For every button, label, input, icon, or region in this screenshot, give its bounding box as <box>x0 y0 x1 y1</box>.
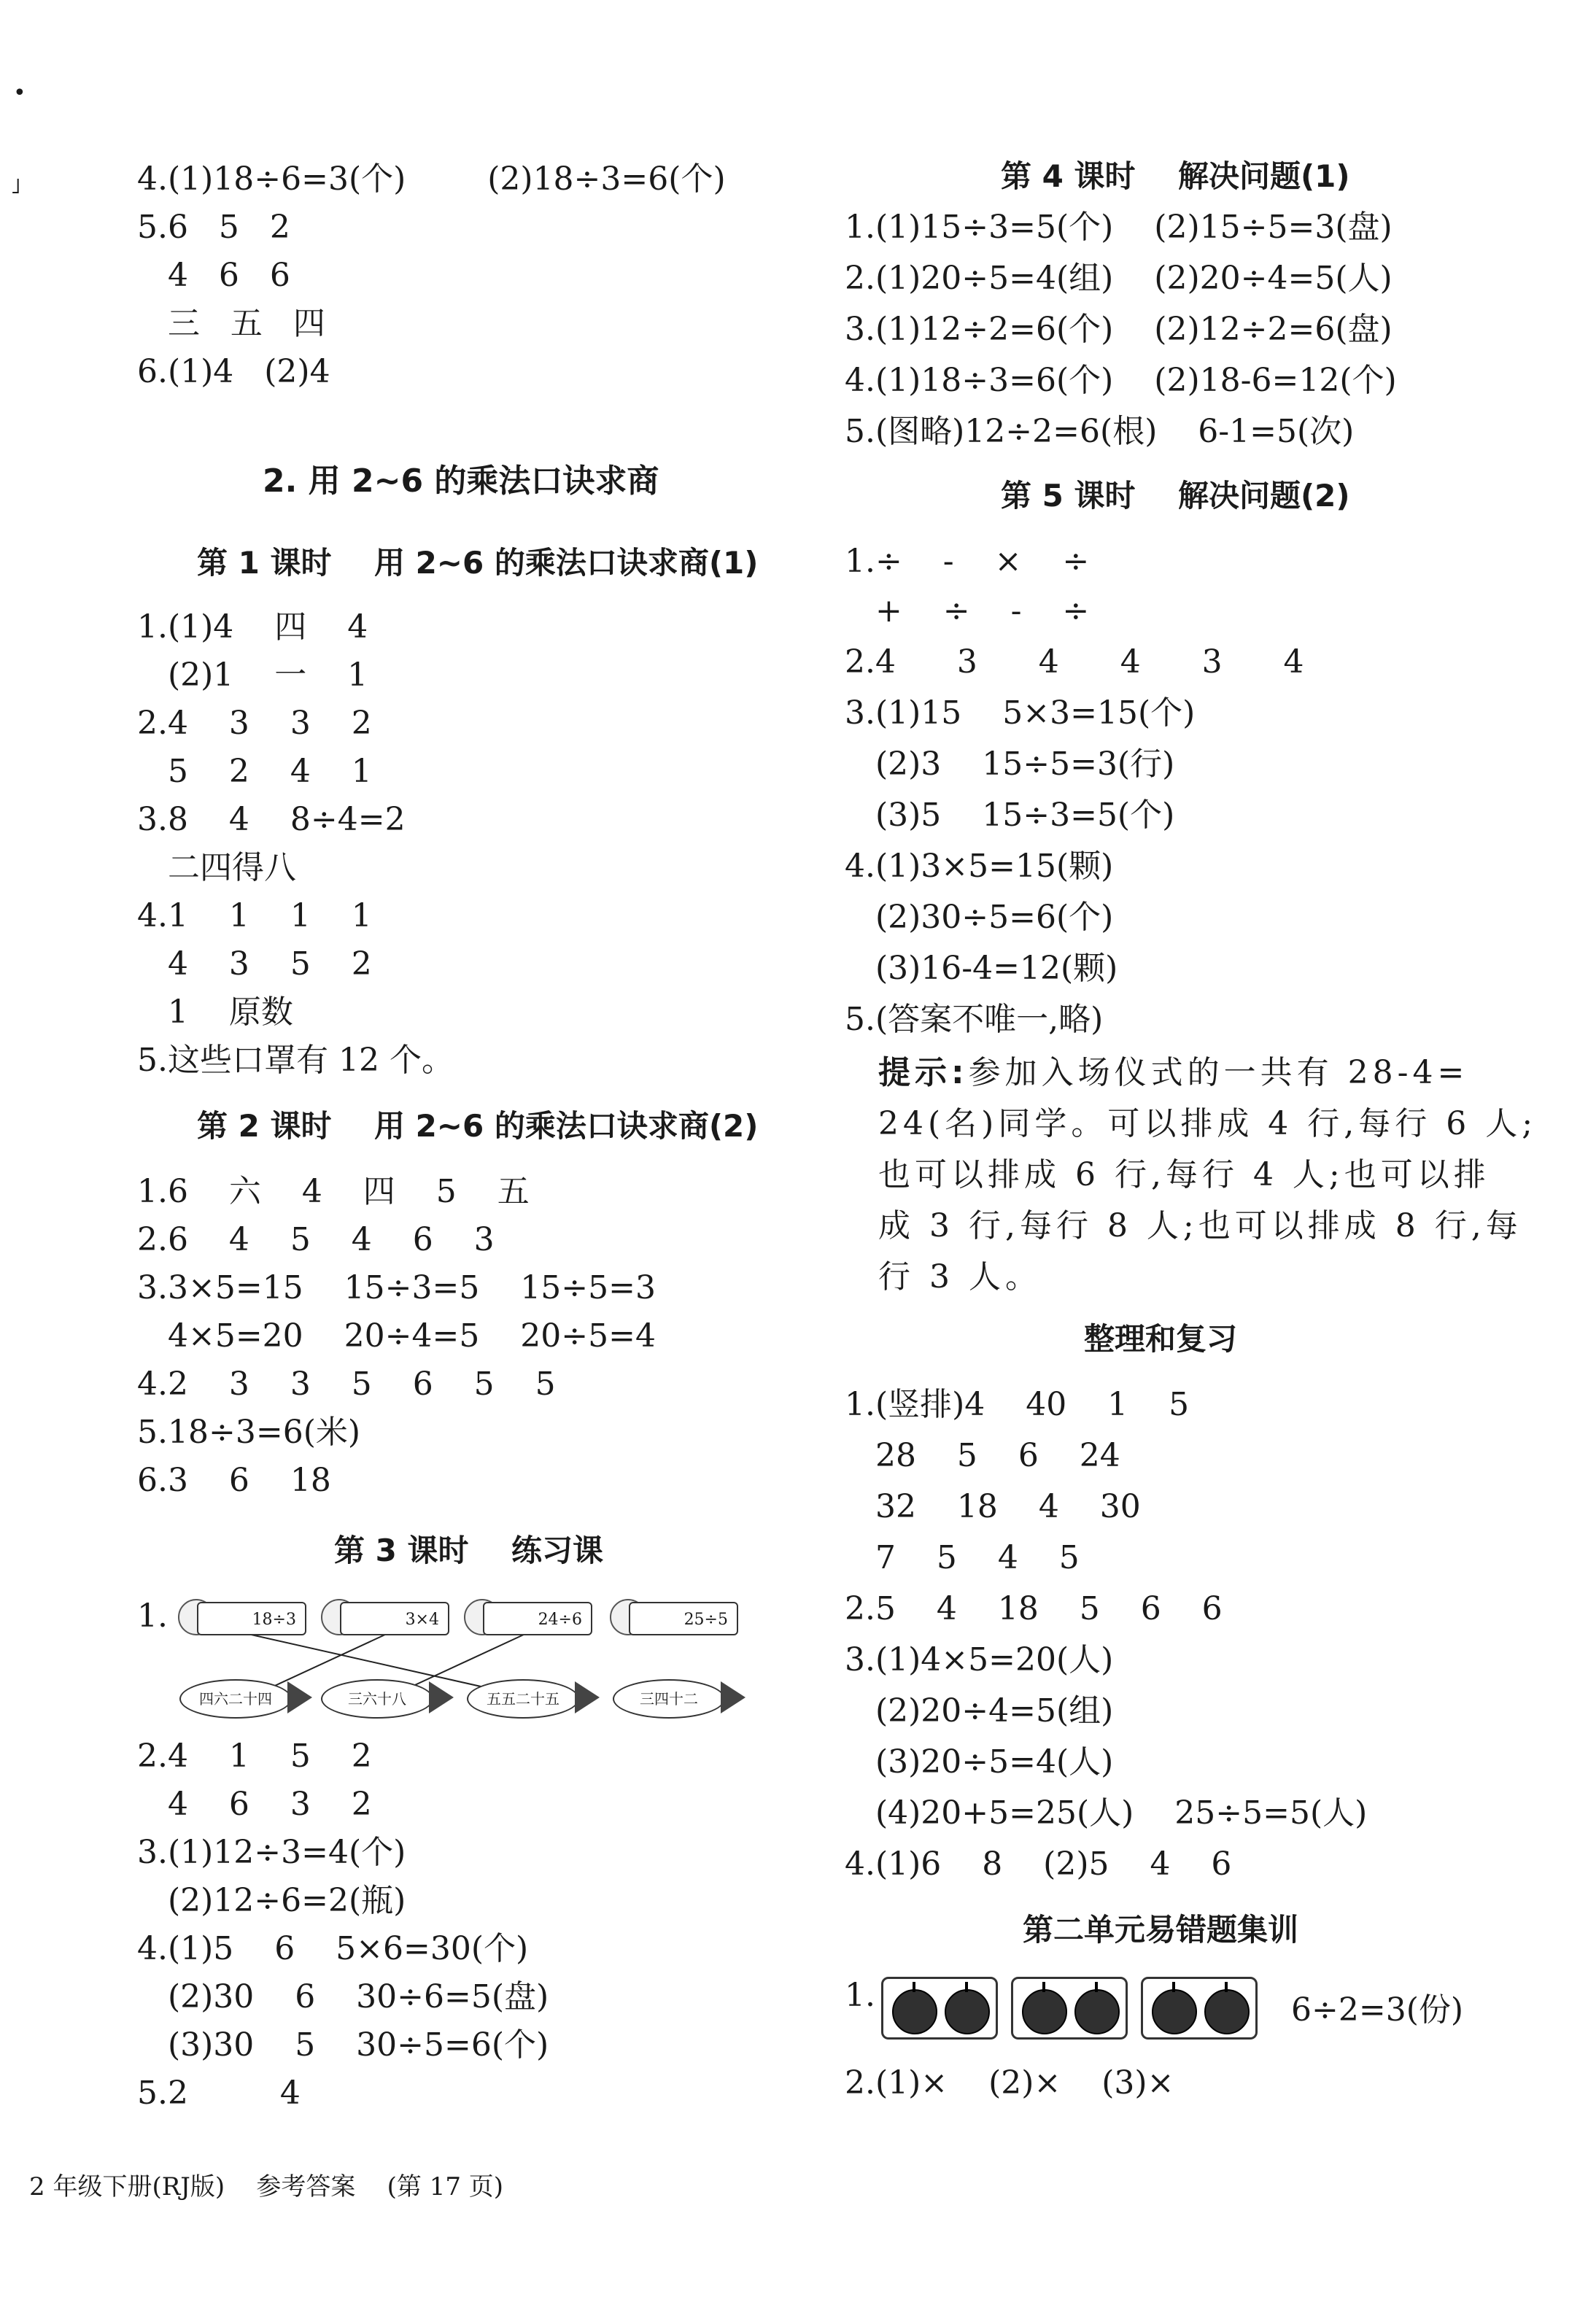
answer-line: (2)30÷5=6(个) <box>845 899 1114 936</box>
apple-stem-icon <box>1172 1982 1175 1992</box>
answer-line: 5.2 4 <box>137 2075 301 2112</box>
apple-icon <box>945 1989 990 2034</box>
answer-line: 3.(1)15 5×3=15(个) <box>845 694 1196 732</box>
apple-group <box>881 1977 998 2040</box>
section-title: 2. 用 2~6 的乘法口诀求商 <box>263 462 659 500</box>
lesson-title: 第 2 课时 用 2~6 的乘法口诀求商(2) <box>197 1108 759 1144</box>
answer-line: (2)12÷6=2(瓶) <box>137 1882 406 1919</box>
hint-text: 也可以排成 6 行,每行 4 人;也可以排 <box>878 1156 1490 1193</box>
answer-line: (4)20+5=25(人) 25÷5=5(人) <box>845 1794 1368 1832</box>
answer-line: 1.6 六 4 四 5 五 <box>137 1173 530 1210</box>
answer-line: 5 2 4 1 <box>137 753 372 790</box>
lesson-title: 第 5 课时 解决问题(2) <box>1001 478 1350 514</box>
apple-icon <box>1152 1989 1197 2034</box>
answer-line: 3.8 4 8÷4=2 <box>137 801 406 838</box>
apple-stem-icon <box>1225 1982 1228 1992</box>
answer-line: 2.(1)× (2)× (3)× <box>845 2064 1174 2102</box>
fish-tail-icon <box>575 1681 600 1713</box>
answer-line: 1.(1)4 四 4 <box>137 608 368 646</box>
apple-icon <box>1022 1989 1067 2034</box>
page-footer: 2 年级下册(RJ版) 参考答案 (第 17 页) <box>29 2172 504 2201</box>
answer-line: 2.4 3 3 2 <box>137 705 372 742</box>
answer-line: 4.(1)18÷3=6(个) (2)18-6=12(个) <box>845 362 1397 399</box>
fish-tail-icon <box>287 1681 312 1713</box>
apple-icon <box>1204 1989 1250 2034</box>
answer-line: 三 五 四 <box>137 305 325 342</box>
fish-tail-icon <box>429 1681 454 1713</box>
apple-stem-icon <box>913 1982 915 1992</box>
answer-line: (3)30 5 30÷5=6(个) <box>137 2026 549 2064</box>
answer-line: 5.(答案不唯一,略) <box>845 1001 1104 1038</box>
answer-line: 7 5 4 5 <box>845 1539 1080 1576</box>
answer-line: 2.5 4 18 5 6 6 <box>845 1590 1223 1627</box>
answer-line: (2)1 一 1 <box>137 656 368 694</box>
answer-line: 5.18÷3=6(米) <box>137 1414 361 1451</box>
hint-text: 成 3 行,每行 8 人;也可以排成 8 行,每 <box>878 1207 1522 1244</box>
answer-line: (3)5 15÷3=5(个) <box>845 797 1175 834</box>
question-label: 1. <box>137 1597 168 1635</box>
answer-line: (3)16-4=12(颗) <box>845 950 1118 987</box>
answer-line: 3.(1)4×5=20(人) <box>845 1641 1114 1678</box>
answer-line: 4×5=20 20÷4=5 20÷5=4 <box>137 1317 656 1355</box>
section-title: 整理和复习 <box>1084 1321 1238 1357</box>
lesson-title: 第 3 课时 练习课 <box>334 1533 603 1568</box>
answer-line: 3.3×5=15 15÷3=5 15÷5=3 <box>137 1269 656 1306</box>
answer-line: 2.6 4 5 4 6 3 <box>137 1221 495 1258</box>
answer-line: 1.(1)15÷3=5(个) (2)15÷5=3(盘) <box>845 209 1393 246</box>
margin-mark: • <box>13 80 26 106</box>
fish-card: 三六十八 <box>321 1679 433 1719</box>
answer-line: 1.(竖排)4 40 1 5 <box>845 1386 1190 1423</box>
answer-line: 5.6 5 2 <box>137 209 290 246</box>
lesson-title: 第 4 课时 解决问题(1) <box>1001 158 1350 194</box>
answer-line: 2.4 3 4 4 3 4 <box>845 643 1304 681</box>
fish-card: 五五二十五 <box>467 1679 579 1719</box>
answer-line: 3.(1)12÷3=4(个) <box>137 1834 406 1871</box>
apple-icon <box>892 1989 937 2034</box>
answer-line: 4.(1)5 6 5×6=30(个) <box>137 1930 529 1967</box>
answer-line: 4.(1)6 8 (2)5 4 6 <box>845 1845 1232 1883</box>
answer-line: 4.2 3 3 5 6 5 5 <box>137 1366 556 1403</box>
fish-card: 三四十二 <box>613 1679 725 1719</box>
answer-line: 6.(1)4 (2)4 <box>137 353 330 390</box>
hint-label: 提示: <box>878 1054 969 1091</box>
apple-group <box>1011 1977 1128 2040</box>
margin-mark: ˩ <box>10 174 21 199</box>
answer-line: (2)3 15÷5=3(行) <box>845 745 1175 783</box>
answer-line: 6.3 6 18 <box>137 1462 331 1499</box>
fish-tail-icon <box>721 1681 745 1713</box>
hint-text: 行 3 人。 <box>878 1258 1042 1295</box>
answer-line: 32 18 4 30 <box>845 1488 1141 1525</box>
answer-line: 5.这些口罩有 12 个。 <box>137 1042 454 1079</box>
answer-line: + ÷ - ÷ <box>845 592 1090 630</box>
question-label: 1. <box>845 1977 875 2014</box>
answer-line: 1 原数 <box>137 993 293 1031</box>
answer-line: 5.(图略)12÷2=6(根) 6-1=5(次) <box>845 413 1355 450</box>
answer-line: 2.4 1 5 2 <box>137 1738 372 1775</box>
answer-line: 4.(1)18÷6=3(个) (2)18÷3=6(个) <box>137 160 726 198</box>
hint-text: 参加入场仪式的一共有 28-4= <box>968 1054 1469 1091</box>
answer-line: 28 5 6 24 <box>845 1437 1120 1474</box>
apple-stem-icon <box>1095 1982 1098 1992</box>
fish-card: 四六二十四 <box>179 1679 292 1719</box>
hint-block <box>878 1047 1468 1099</box>
answer-line: 4 6 3 2 <box>137 1786 372 1823</box>
apple-group <box>1141 1977 1258 2040</box>
answer-line: 4 3 5 2 <box>137 945 372 983</box>
apple-icon <box>1074 1989 1120 2034</box>
answer-line: (3)20÷5=4(人) <box>845 1743 1114 1781</box>
section-title: 第二单元易错题集训 <box>1023 1912 1299 1948</box>
hint-text: 24(名)同学。可以排成 4 行,每行 6 人; <box>878 1105 1538 1142</box>
answer-line: 1.÷ - × ÷ <box>845 543 1090 580</box>
apple-stem-icon <box>965 1982 968 1992</box>
answer-line: 4.(1)3×5=15(颗) <box>845 848 1114 885</box>
expression-card: 18÷3 <box>197 1602 306 1635</box>
answer-line: 二四得八 <box>137 849 296 886</box>
answer-line: (2)20÷4=5(组) <box>845 1692 1114 1730</box>
answer-line: 4 6 6 <box>137 257 290 294</box>
answer-line: (2)30 6 30÷6=5(盘) <box>137 1978 549 2015</box>
expression-card: 25÷5 <box>629 1602 738 1635</box>
expression-card: 3×4 <box>340 1602 449 1635</box>
answer-line: 6÷2=3(份) <box>1291 1991 1464 2029</box>
answer-line: 4.1 1 1 1 <box>137 897 372 934</box>
expression-card: 24÷6 <box>483 1602 592 1635</box>
apple-stem-icon <box>1042 1982 1045 1992</box>
answer-line: 2.(1)20÷5=4(组) (2)20÷4=5(人) <box>845 260 1393 297</box>
answer-line: 3.(1)12÷2=6(个) (2)12÷2=6(盘) <box>845 311 1393 348</box>
lesson-title: 第 1 课时 用 2~6 的乘法口诀求商(1) <box>197 545 759 581</box>
